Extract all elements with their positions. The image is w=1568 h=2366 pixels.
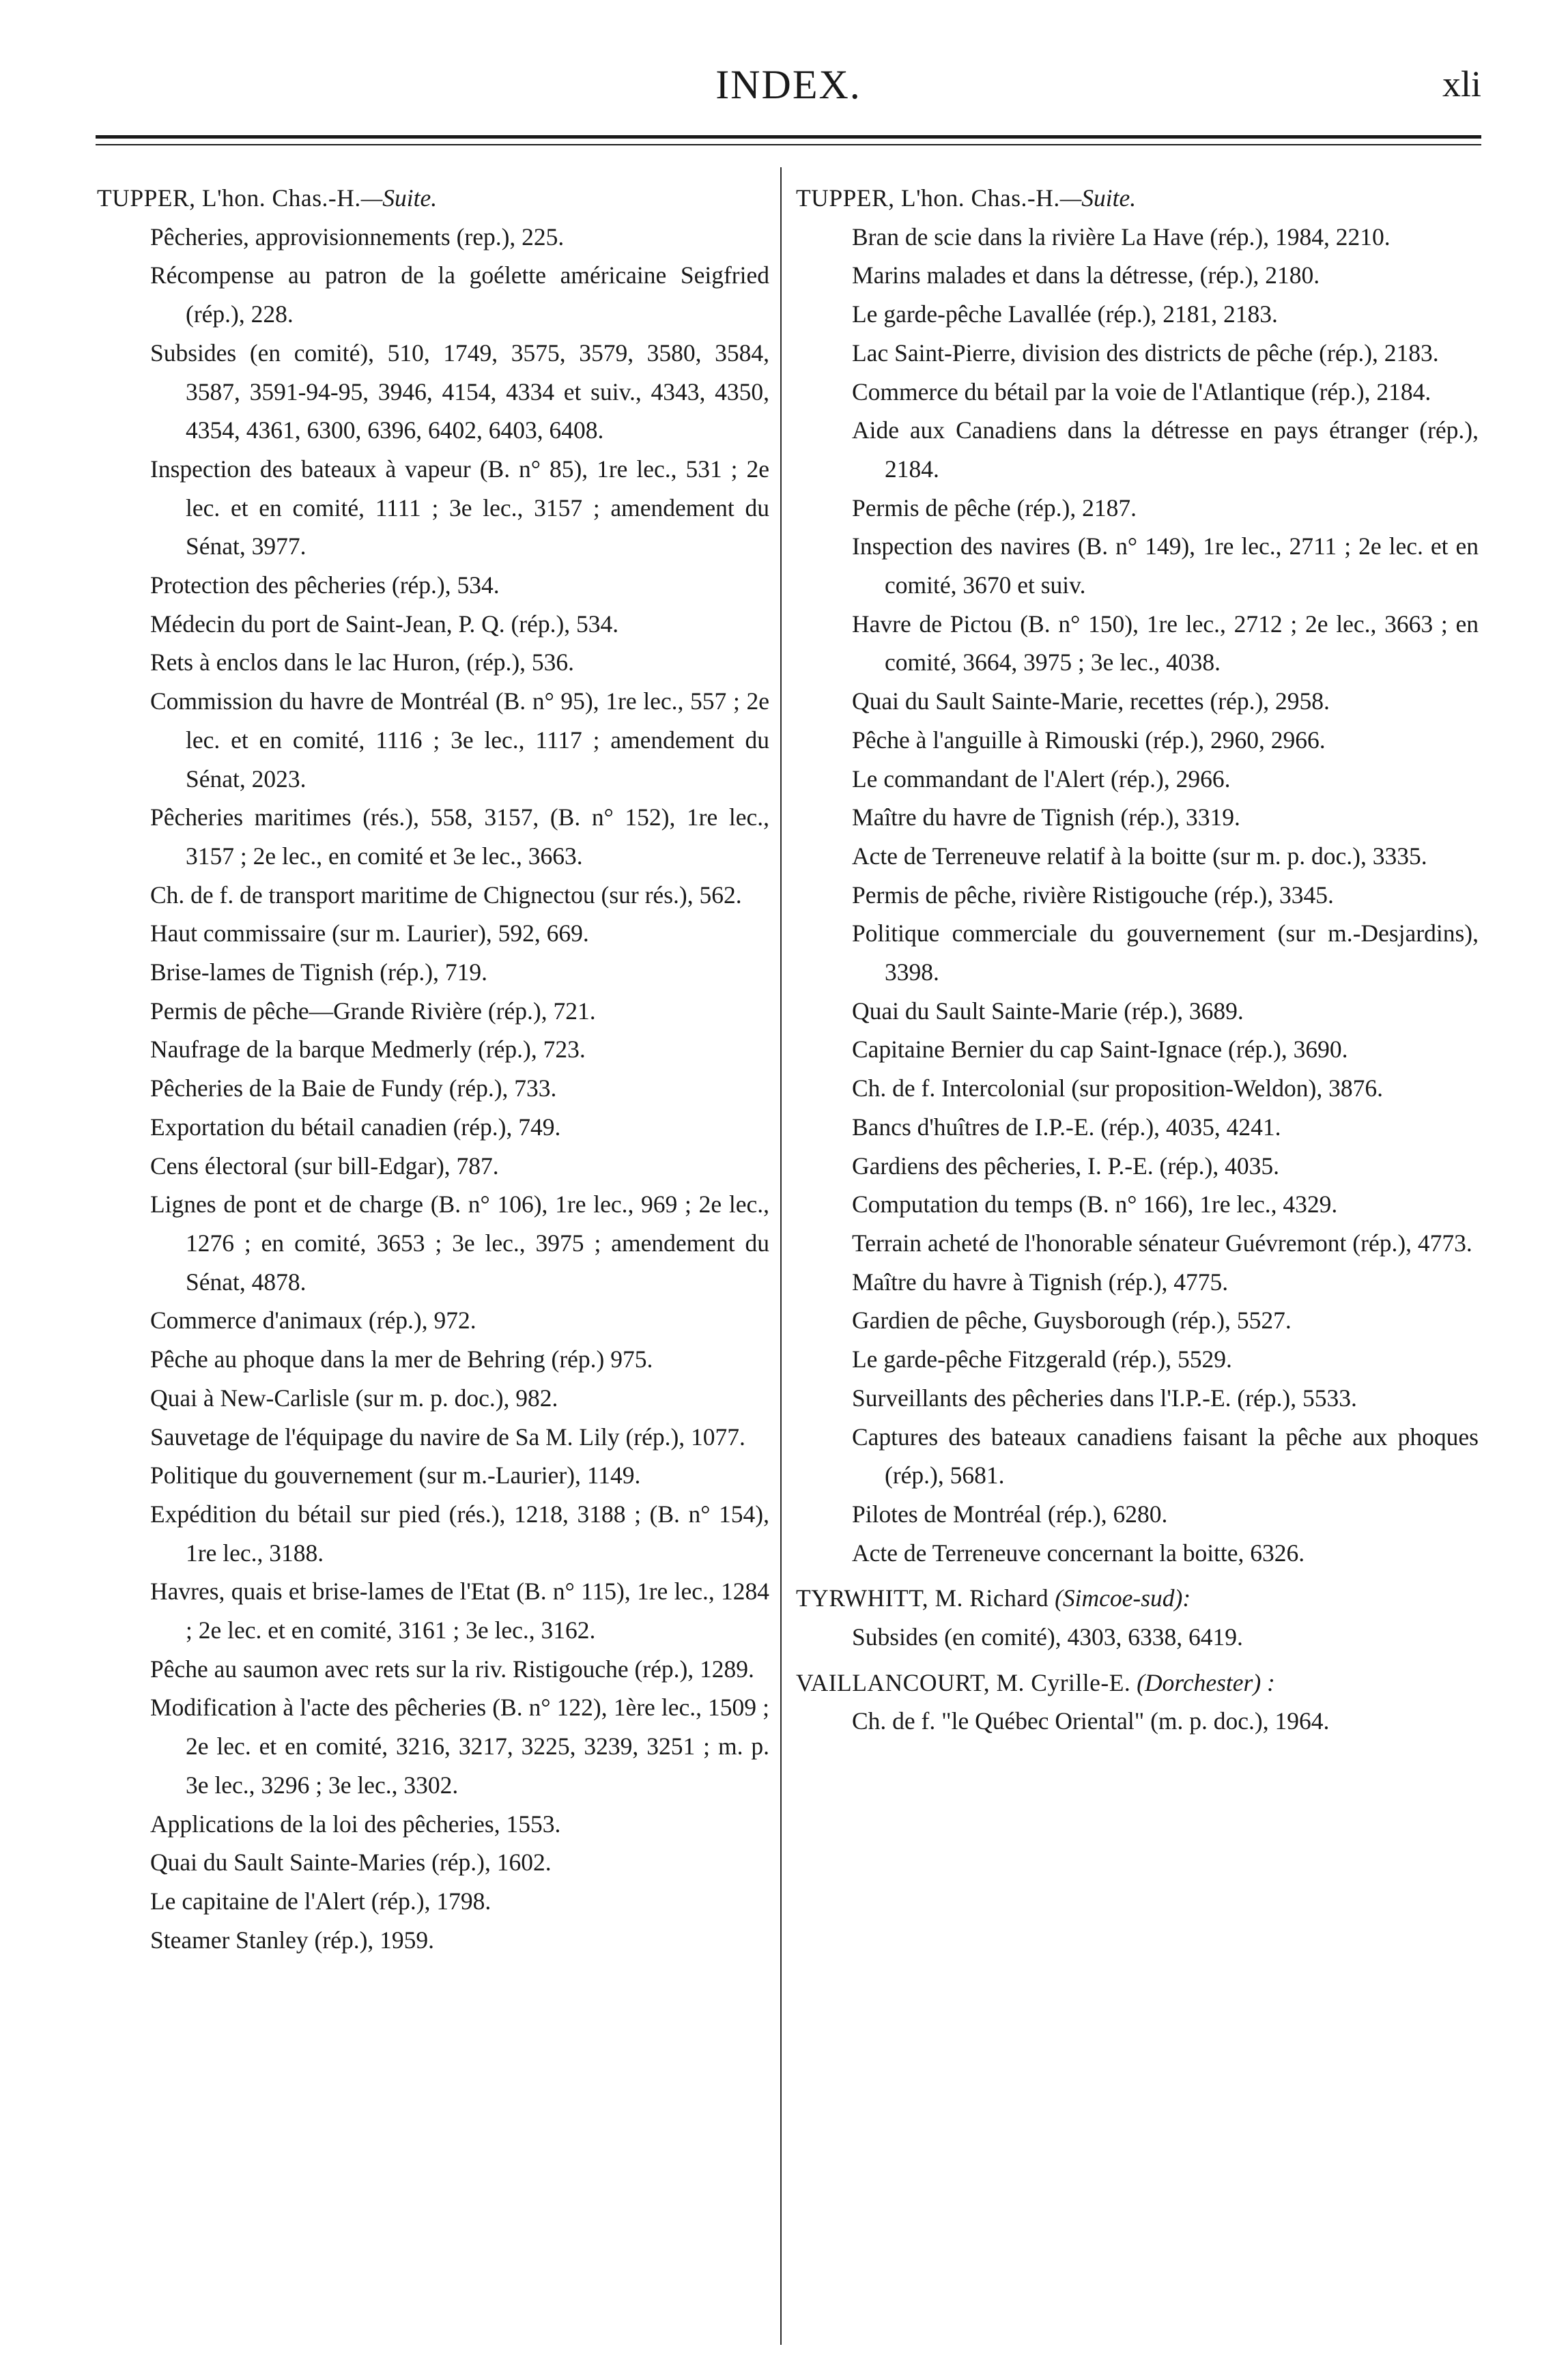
- index-entry: Cens électoral (sur bill-Edgar), 787.: [150, 1152, 499, 1180]
- index-entry: Quai du Sault Sainte-Maries (rép.), 1602.: [150, 1849, 552, 1877]
- page-number: xli: [1442, 63, 1481, 104]
- index-entry: Acte de Terreneuve concernant la boitte, 6326.: [852, 1539, 1305, 1567]
- index-entry: Le commandant de l'Alert (rép.), 2966.: [852, 765, 1231, 793]
- right-entry-list: [796, 218, 1479, 1573]
- index-entry: Surveillants des pêcheries dans l'I.P.-E. (rép.), 5533.: [852, 1384, 1357, 1412]
- index-entry: Maître du havre à Tignish (rép.), 4775.: [852, 1268, 1229, 1296]
- index-entry: Aide aux Canadiens dans la détresse en pays étranger (rép.), 2184.: [852, 416, 1479, 483]
- index-entry: Modification à l'acte des pêcheries (B. n° 122), 1ère lec., 1509 ; 2e lec. et en comité, 3216, 3217, 3225, 3239, 3251 ; m. p. 3e lec., 3296 ; 3e lec., 3302.: [150, 1694, 769, 1799]
- index-entry: Politique commerciale du gouvernement (sur m.-Desjardins), 3398.: [852, 920, 1479, 986]
- right-entry-list: [796, 1618, 1479, 1657]
- index-entry: Havre de Pictou (B. n° 150), 1re lec., 2712 ; 2e lec., 3663 ; en comité, 3664, 3975 ; 3e lec., 4038.: [852, 610, 1479, 676]
- index-entry: Steamer Stanley (rép.), 1959.: [150, 1926, 435, 1954]
- index-entry: Lignes de pont et de charge (B. n° 106), 1re lec., 969 ; 2e lec., 1276 ; en comité, 3653 ; 3e lec., 3975 ; amendement du Sénat, 4878.: [150, 1191, 769, 1296]
- page-header: [96, 55, 1481, 116]
- heading-suffix: (Dorchester) :: [1137, 1668, 1275, 1696]
- heading-name: VAILLANCOURT, M. Cyrille-E.: [796, 1668, 1131, 1696]
- index-entry: Havres, quais et brise-lames de l'Etat (B. n° 115), 1re lec., 1284 ; 2e lec. et en comité, 3161 ; 3e lec., 3162.: [150, 1578, 769, 1644]
- index-entry: Maître du havre de Tignish (rép.), 3319.: [852, 803, 1240, 831]
- index-entry: Commerce du bétail par la voie de l'Atlantique (rép.), 2184.: [852, 377, 1431, 405]
- index-entry: Terrain acheté de l'honorable sénateur Guévremont (rép.), 4773.: [852, 1229, 1472, 1257]
- heading-name: TUPPER, L'hon. Chas.-H.: [796, 184, 1060, 212]
- index-entry: Bran de scie dans la rivière La Have (rép.), 1984, 2210.: [852, 223, 1391, 251]
- right-column: [796, 179, 1479, 1741]
- index-entry: Commerce d'animaux (rép.), 972.: [150, 1307, 476, 1335]
- index-entry: Lac Saint-Pierre, division des districts de pêche (rép.), 2183.: [852, 339, 1439, 367]
- index-entry: Rets à enclos dans le lac Huron, (rép.), 536.: [150, 648, 575, 676]
- left-column: [97, 179, 769, 1959]
- index-heading: [796, 179, 1479, 218]
- index-entry: Subsides (en comité), 4303, 6338, 6419.: [852, 1623, 1243, 1651]
- heading-suffix: —Suite.: [360, 184, 438, 212]
- index-entry: Pilotes de Montréal (rép.), 6280.: [852, 1500, 1168, 1528]
- index-entry: Pêcheries de la Baie de Fundy (rép.), 733.: [150, 1074, 557, 1102]
- index-entry: Bancs d'huîtres de I.P.-E. (rép.), 4035, 4241.: [852, 1113, 1281, 1141]
- index-entry: Inspection des bateaux à vapeur (B. n° 85), 1re lec., 531 ; 2e lec. et en comité, 1111 ; 3e lec., 3157 ; amendement du Sénat, 3977.: [150, 455, 769, 560]
- index-entry: Politique du gouvernement (sur m.-Laurier), 1149.: [150, 1462, 641, 1490]
- index-entry: Médecin du port de Saint-Jean, P. Q. (rép.), 534.: [150, 610, 619, 638]
- index-entry: Naufrage de la barque Medmerly (rép.), 723.: [150, 1036, 586, 1064]
- header-rule-thick: [96, 135, 1481, 139]
- index-entry: Applications de la loi des pêcheries, 1553.: [150, 1810, 561, 1838]
- heading-name: TUPPER, L'hon. Chas.-H.: [97, 184, 361, 212]
- index-entry: Le capitaine de l'Alert (rép.), 1798.: [150, 1887, 491, 1915]
- index-entry: Quai du Sault Sainte-Marie, recettes (rép.), 2958.: [852, 687, 1330, 715]
- index-entry: Pêche à l'anguille à Rimouski (rép.), 2960, 2966.: [852, 726, 1326, 754]
- index-entry: Exportation du bétail canadien (rép.), 749.: [150, 1113, 561, 1141]
- index-entry: Pêcheries maritimes (rés.), 558, 3157, (B. n° 152), 1re lec., 3157 ; 2e lec., en comité et 3e lec., 3663.: [150, 803, 769, 870]
- index-entry: Permis de pêche (rép.), 2187.: [852, 494, 1137, 522]
- index-entry: Quai à New-Carlisle (sur m. p. doc.), 982.: [150, 1384, 558, 1412]
- index-entry: Gardiens des pêcheries, I. P.-E. (rép.), 4035.: [852, 1152, 1279, 1180]
- column-divider: [780, 167, 782, 2345]
- index-entry: Gardien de pêche, Guysborough (rép.), 5527.: [852, 1307, 1292, 1335]
- index-entry: Protection des pêcheries (rép.), 534.: [150, 571, 500, 599]
- index-entry: Quai du Sault Sainte-Marie (rép.), 3689.: [852, 997, 1244, 1025]
- index-entry: Permis de pêche, rivière Ristigouche (rép.), 3345.: [852, 881, 1334, 909]
- index-entry: Permis de pêche—Grande Rivière (rép.), 721.: [150, 997, 596, 1025]
- index-entry: Ch. de f. Intercolonial (sur proposition-Weldon), 3876.: [852, 1074, 1383, 1102]
- index-heading: [97, 179, 769, 218]
- heading-suffix: (Simcoe-sud):: [1055, 1584, 1191, 1612]
- index-entry: Le garde-pêche Lavallée (rép.), 2181, 2183.: [852, 300, 1278, 328]
- heading-suffix: —Suite.: [1059, 184, 1137, 212]
- index-entry: Captures des bateaux canadiens faisant la pêche aux phoques (rép.), 5681.: [852, 1423, 1479, 1490]
- index-entry: Inspection des navires (B. n° 149), 1re lec., 2711 ; 2e lec. et en comité, 3670 et suiv.: [852, 532, 1479, 599]
- index-entry: Commission du havre de Montréal (B. n° 95), 1re lec., 557 ; 2e lec. et en comité, 1116 ; 3e lec., 1117 ; amendement du Sénat, 2023.: [150, 687, 769, 793]
- index-entry: Le garde-pêche Fitzgerald (rép.), 5529.: [852, 1345, 1232, 1373]
- index-entry: Récompense au patron de la goélette américaine Seigfried (rép.), 228.: [150, 261, 769, 328]
- index-entry: Ch. de f. "le Québec Oriental" (m. p. doc.), 1964.: [852, 1707, 1330, 1735]
- page-title: INDEX.: [715, 62, 861, 107]
- index-entry: Ch. de f. de transport maritime de Chignectou (sur rés.), 562.: [150, 881, 742, 909]
- header-rule-thin: [96, 144, 1481, 145]
- index-entry: Brise-lames de Tignish (rép.), 719.: [150, 958, 488, 986]
- index-entry: Computation du temps (B. n° 166), 1re lec., 4329.: [852, 1191, 1338, 1218]
- index-entry: Acte de Terreneuve relatif à la boitte (sur m. p. doc.), 3335.: [852, 842, 1427, 870]
- index-entry: Subsides (en comité), 510, 1749, 3575, 3579, 3580, 3584, 3587, 3591-94-95, 3946, 4154, 4334 et suiv., 4343, 4350, 4354, 4361, 6300, 6396, 6402, 6403, 6408.: [150, 339, 769, 444]
- left-entry-list: [97, 218, 769, 1960]
- index-entry: Expédition du bétail sur pied (rés.), 1218, 3188 ; (B. n° 154), 1re lec., 3188.: [150, 1500, 769, 1567]
- index-entry: Sauvetage de l'équipage du navire de Sa M. Lily (rép.), 1077.: [150, 1423, 745, 1451]
- index-entry: Marins malades et dans la détresse, (rép.), 2180.: [852, 261, 1320, 289]
- index-entry: Haut commissaire (sur m. Laurier), 592, 669.: [150, 920, 589, 947]
- index-entry: Pêche au phoque dans la mer de Behring (rép.) 975.: [150, 1345, 653, 1373]
- index-heading: [796, 1664, 1479, 1702]
- index-entry: Pêcheries, approvisionnements (rep.), 225.: [150, 223, 565, 251]
- index-entry: Pêche au saumon avec rets sur la riv. Ristigouche (rép.), 1289.: [150, 1655, 754, 1683]
- index-entry: Capitaine Bernier du cap Saint-Ignace (rép.), 3690.: [852, 1036, 1348, 1064]
- index-heading: [796, 1579, 1479, 1618]
- right-entry-list: [796, 1702, 1479, 1741]
- heading-name: TYRWHITT, M. Richard: [796, 1584, 1049, 1612]
